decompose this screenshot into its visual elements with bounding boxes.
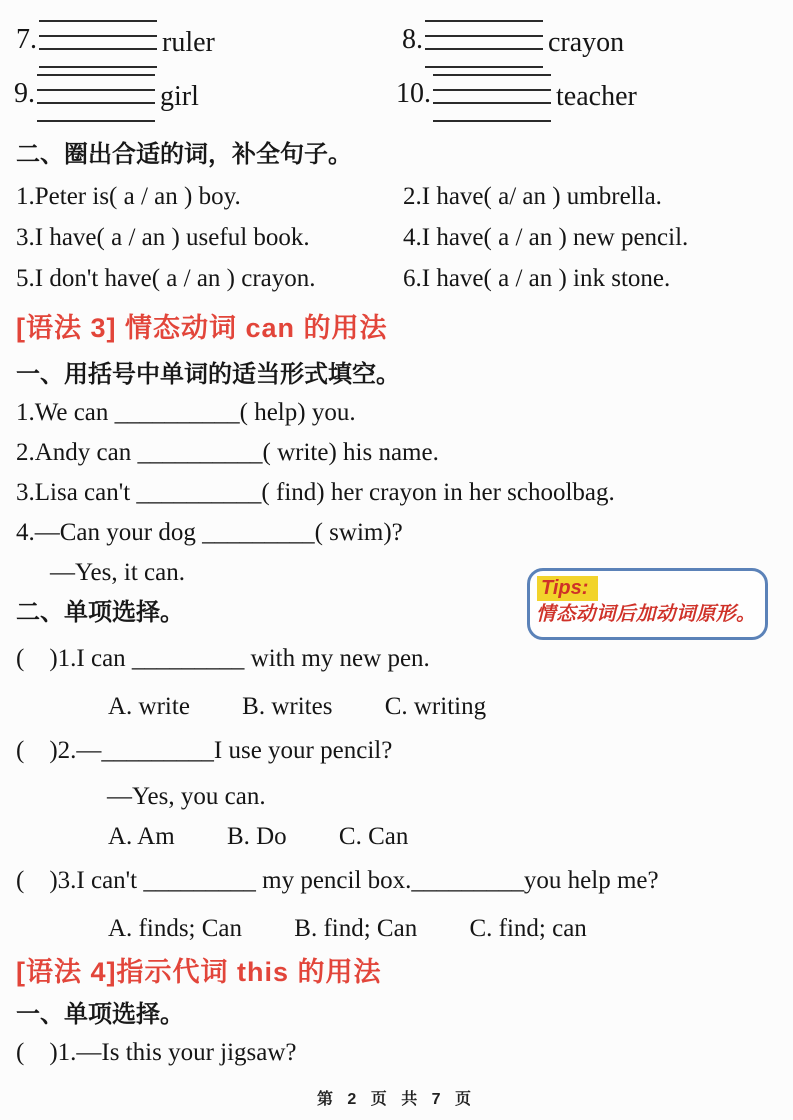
fill-item-2: 2.Andy can __________( write) his name.: [16, 439, 439, 466]
writing-item-10: [396, 74, 637, 122]
grammar4-heading: [语法 4]指示代词 this 的用法: [16, 957, 382, 987]
writing-item-9: [14, 74, 199, 122]
tips-label: Tips:: [537, 576, 598, 601]
mcq2-option-a: A. Am: [108, 823, 175, 850]
mcq1-option-a: A. write: [108, 693, 190, 720]
fill-item-3: 3.Lisa can't __________( find) her crayon in her schoolbag.: [16, 479, 615, 506]
sentence-6: 6.I have( a / an ) ink stone.: [403, 265, 671, 292]
mcq3-stem: ( )3.I can't _________ my pencil box._________you help me?: [16, 867, 659, 894]
mcq2-option-c: C. Can: [338, 823, 409, 850]
sentence-2: 2.I have( a/ an ) umbrella.: [403, 183, 662, 210]
mcq1-option-c: C. writing: [384, 693, 487, 720]
item-number: 8.: [402, 24, 423, 55]
item-number: 9.: [14, 78, 35, 109]
mcq2-option-b: B. Do: [226, 823, 287, 850]
mcq2-options: [108, 822, 408, 852]
fill-item-1: 1.We can __________( help) you.: [16, 399, 356, 426]
mcq1-options: [108, 692, 486, 722]
handwriting-guide-lines: [425, 20, 543, 68]
item-word: girl: [160, 81, 199, 112]
sentence-4: 4.I have( a / an ) new pencil.: [403, 224, 689, 251]
item-number: 10.: [396, 78, 431, 109]
writing-item-7: [16, 20, 215, 68]
item-word: teacher: [556, 81, 637, 112]
handwriting-guide-lines: [39, 20, 157, 68]
section-circle-title: 二、圈出合适的词，补全句子。: [16, 141, 352, 168]
grammar4-choice-title: 一、单项选择。: [16, 1001, 184, 1028]
mcq3-option-a: A. finds; Can: [108, 915, 243, 942]
fill-item-4: 4.—Can your dog _________( swim)?: [16, 519, 403, 546]
grammar3-heading: [语法 3] 情态动词 can 的用法: [16, 313, 388, 343]
writing-item-8: [402, 20, 624, 68]
item-word: crayon: [548, 27, 625, 58]
fill-item-4-reply: —Yes, it can.: [50, 559, 185, 586]
sentence-1: 1.Peter is( a / an ) boy.: [16, 183, 241, 210]
mcq3-option-c: C. find; can: [469, 915, 587, 942]
mcq2-reply: —Yes, you can.: [107, 783, 266, 810]
tips-text: 情态动词后加动词原形。: [536, 603, 757, 625]
mcq3-option-b: B. find; Can: [294, 915, 418, 942]
grammar4-q1-stem: ( )1.—Is this your jigsaw?: [16, 1039, 297, 1066]
sentence-3: 3.I have( a / an ) useful book.: [16, 224, 310, 251]
tips-callout-box: [527, 568, 768, 640]
mcq1-stem: ( )1.I can _________ with my new pen.: [16, 645, 430, 672]
mcq1-option-b: B. writes: [242, 693, 333, 720]
mcq2-stem: ( )2.—_________I use your pencil?: [16, 737, 393, 764]
item-word: ruler: [162, 27, 215, 58]
grammar3-fill-title: 一、用括号中单词的适当形式填空。: [16, 361, 400, 388]
item-number: 7.: [16, 24, 37, 55]
mcq3-options: [108, 914, 587, 944]
handwriting-guide-lines: [433, 74, 551, 122]
handwriting-guide-lines: [37, 74, 155, 122]
page-number-footer: 第 2 页 共 7 页: [316, 1091, 477, 1108]
grammar3-choice-title: 二、单项选择。: [16, 599, 184, 626]
sentence-5: 5.I don't have( a / an ) crayon.: [16, 265, 316, 292]
